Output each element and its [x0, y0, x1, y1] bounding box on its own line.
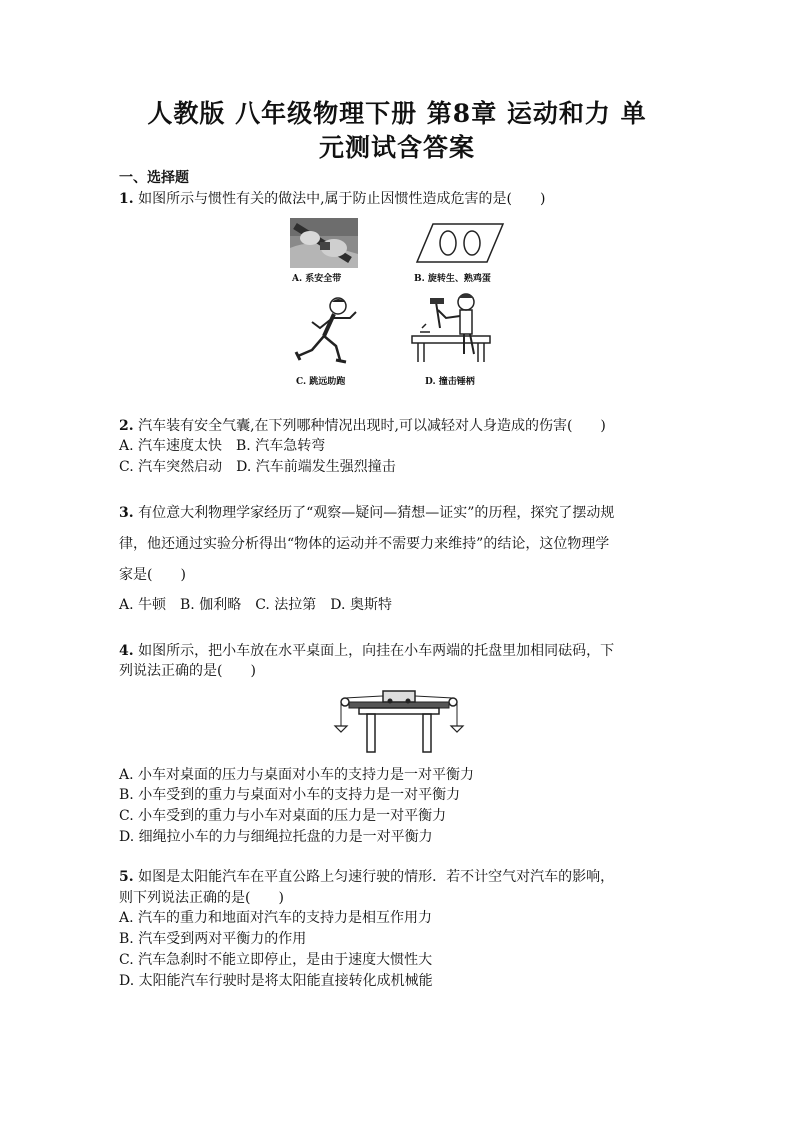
question-4-option-d: D. 细绳拉小车的力与细绳拉托盘的力是一对平衡力 — [119, 829, 433, 845]
question-1 — [119, 188, 545, 208]
question-text-line1: 如图所示，把小车放在水平桌面上，向挂在小车两端的托盘里加相同砝码，下 — [133, 643, 615, 659]
question-4-line2: 列说法正确的是( ) — [119, 663, 256, 679]
question-number: 4. — [119, 643, 134, 659]
figure-caption-c: C. 跳远助跑 — [296, 377, 346, 387]
question-5-option-b: B. 汽车受到两对平衡力的作用 — [119, 931, 307, 947]
question-5-option-c: C. 汽车急刹时不能立即停止，是由于速度大惯性大 — [119, 952, 433, 968]
question-5-option-d: D. 太阳能汽车行驶时是将太阳能直接转化成机械能 — [119, 973, 433, 989]
hammer-bench-illustration — [410, 288, 492, 368]
section-heading: 一、选择题 — [119, 170, 189, 186]
question-2 — [119, 415, 606, 435]
runner-illustration — [292, 292, 364, 370]
figure-caption-a: A. 系安全带 — [292, 274, 342, 284]
question-number: 5. — [119, 869, 134, 885]
question-number: 3. — [119, 505, 134, 521]
figure-caption-d: D. 撞击锤柄 — [425, 377, 475, 387]
question-4-option-c: C. 小车受到的重力与小车对桌面的压力是一对平衡力 — [119, 808, 447, 824]
question-5-line2: 则下列说法正确的是( ) — [119, 890, 284, 906]
question-text: 汽车装有安全气囊,在下列哪种情况出现时,可以减轻对人身造成的伤害( ) — [133, 418, 606, 434]
question-3-line3: 家是( ) — [119, 567, 186, 583]
eggs-illustration — [415, 222, 505, 264]
question-5 — [119, 866, 614, 886]
question-3-line2: 律，他还通过实验分析得出“物体的运动并不需要力来维持”的结论，这位物理学 — [119, 536, 610, 552]
question-3-options: A. 牛顿 B. 伽利略 C. 法拉第 D. 奥斯特 — [119, 597, 392, 613]
figure-caption-b: B. 旋转生、熟鸡蛋 — [414, 274, 491, 284]
question-4 — [119, 640, 614, 660]
seatbelt-photo — [290, 218, 358, 268]
question-4-option-a: A. 小车对桌面的压力与桌面对小车的支持力是一对平衡力 — [119, 767, 475, 783]
question-number: 1. — [119, 191, 134, 207]
question-text: 如图所示与惯性有关的做法中,属于防止因惯性造成危害的是( ) — [133, 191, 546, 207]
question-2-options-line2: C. 汽车突然启动 D. 汽车前端发生强烈撞击 — [119, 459, 396, 475]
question-5-option-a: A. 汽车的重力和地面对汽车的支持力是相互作用力 — [119, 910, 433, 926]
question-text-line1: 有位意大利物理学家经历了“观察—疑问—猜想—证实”的历程，探究了摆动规 — [133, 505, 615, 521]
question-3 — [119, 502, 614, 522]
question-2-options-line1: A. 汽车速度太快 B. 汽车急转弯 — [119, 438, 326, 454]
question-number: 2. — [119, 418, 134, 434]
document-title-line2: 元测试含答案 — [318, 133, 475, 162]
cart-table-diagram — [333, 688, 465, 754]
question-text-line1: 如图是太阳能汽车在平直公路上匀速行驶的情形．若不计空气对汽车的影响， — [133, 869, 615, 885]
question-4-option-b: B. 小车受到的重力与桌面对小车的支持力是一对平衡力 — [119, 787, 461, 803]
document-title-line1: 人教版 八年级物理下册 第8章 运动和力 单 — [147, 99, 647, 128]
